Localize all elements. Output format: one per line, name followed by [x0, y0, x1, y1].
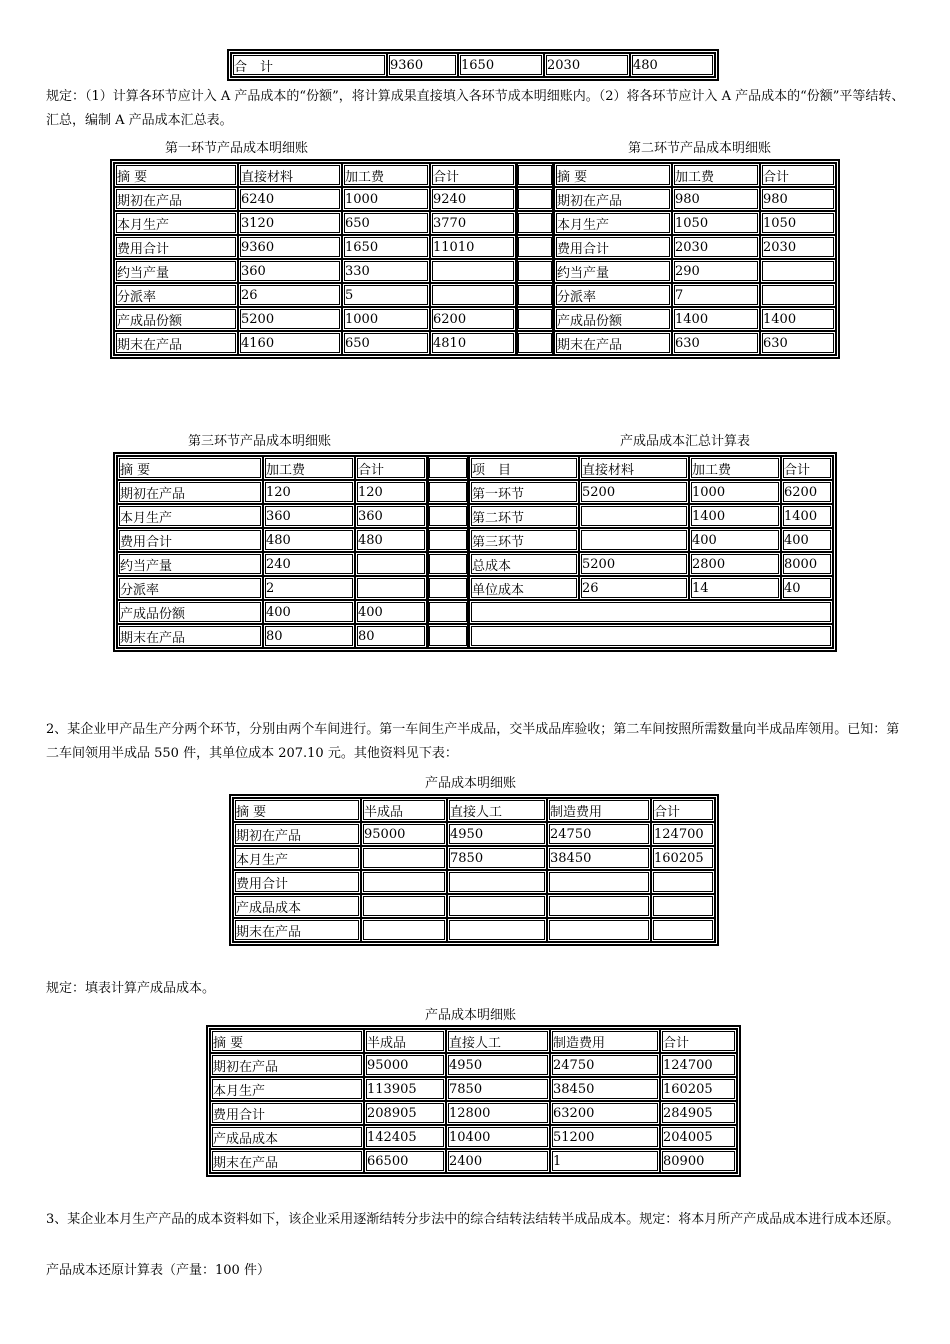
table-cell: 直接人工: [447, 798, 547, 822]
table-row: [117, 504, 833, 528]
caption-cost-ledger-blank: 产品成本明细账: [425, 776, 517, 791]
caption-summary-table: 产成品成本汇总计算表: [620, 434, 751, 449]
table-cell: 加工费: [672, 163, 760, 187]
table-cell: 产成品份额: [117, 600, 263, 624]
table-cell: 24750: [547, 822, 651, 846]
table-cell: 142405: [364, 1125, 446, 1149]
table-cell: 费用合计: [117, 528, 263, 552]
table-cell: 半成品: [361, 798, 447, 822]
table-cell: 产成品份额: [554, 307, 672, 331]
table-cell: 40: [781, 576, 833, 600]
table-cell: [447, 870, 547, 894]
caption-stage1-ledger: 第一环节产品成本明细账: [165, 141, 309, 156]
table-cell: 4160: [238, 331, 342, 355]
table-cell: 费用合计: [210, 1101, 364, 1125]
table-cell: [361, 894, 447, 918]
table-cell: 项 目: [469, 456, 579, 480]
table-cell: 66500: [364, 1149, 446, 1173]
caption-stage3-ledger: 第三环节产品成本明细账: [188, 434, 332, 449]
table-cell: 2030: [672, 235, 760, 259]
total-label: 合 计: [231, 53, 387, 77]
table-cell: [651, 870, 715, 894]
table-cell: 5200: [238, 307, 342, 331]
table-cell: [355, 552, 427, 576]
table-cell: 1400: [760, 307, 836, 331]
table-row: [210, 1029, 737, 1053]
table-row: [233, 822, 715, 846]
table-cell: 360: [238, 259, 342, 283]
table-cell: 6200: [781, 480, 833, 504]
table-cell: [447, 918, 547, 942]
table-cell: 9360: [387, 53, 458, 77]
table-row: [114, 163, 836, 187]
table-cell: [427, 480, 469, 504]
table-cell: 240: [263, 552, 355, 576]
table-row: [231, 53, 715, 77]
table-cell: 本月生产: [210, 1077, 364, 1101]
table-cell: 6200: [430, 307, 516, 331]
table-row: [210, 1101, 737, 1125]
table-cell: 160205: [660, 1077, 737, 1101]
table-cell: 980: [760, 187, 836, 211]
table-cell: 6240: [238, 187, 342, 211]
table-cell: 1000: [689, 480, 781, 504]
table-cell: 摘 要: [114, 163, 238, 187]
table-cell: 204005: [660, 1125, 737, 1149]
table-row: [233, 798, 715, 822]
table-cell: [430, 259, 516, 283]
table-row: [114, 331, 836, 355]
table-cell: 本月生产: [233, 846, 361, 870]
table-cell: 合计: [660, 1029, 737, 1053]
table-row: [117, 624, 833, 648]
table-cell: 1400: [672, 307, 760, 331]
table-cell: 1400: [781, 504, 833, 528]
table-cell: 2030: [544, 53, 630, 77]
table-cell: 费用合计: [554, 235, 672, 259]
table-cell: [651, 918, 715, 942]
table-cell: 1050: [760, 211, 836, 235]
problem2-paragraph: 2、某企业甲产品生产分两个环节，分别由两个车间进行。第一车间生产半成品，交半成品库验收；第二车间按照所需数量向半成品库领用。已知：第二车间领用半成品 550 件，其单位成本 207.10 元。其他资料见下表：: [46, 722, 900, 761]
table-cell: 期初在产品: [210, 1053, 364, 1077]
table-cell: 合计: [430, 163, 516, 187]
table-cell: 5200: [579, 552, 689, 576]
table-cell: 分派率: [554, 283, 672, 307]
table-cell: 124700: [660, 1053, 737, 1077]
table-cell: 1050: [672, 211, 760, 235]
table-cell: 7850: [447, 846, 547, 870]
table-cell: [427, 504, 469, 528]
table-cell: 400: [781, 528, 833, 552]
table-cell: 期初在产品: [233, 822, 361, 846]
table-cell: 摘 要: [210, 1029, 364, 1053]
table-cell: 7: [672, 283, 760, 307]
table-cell: 合计: [651, 798, 715, 822]
caption-cost-ledger-filled: 产品成本明细账: [425, 1008, 517, 1023]
caption-stage2-ledger: 第二环节产品成本明细账: [628, 141, 772, 156]
table-row: [210, 1053, 737, 1077]
table-cell: 63200: [550, 1101, 660, 1125]
table-cell: 38450: [550, 1077, 660, 1101]
table-cell: 290: [672, 259, 760, 283]
table-cell: [547, 894, 651, 918]
table-cell: 24750: [550, 1053, 660, 1077]
top-total-row-table: [228, 50, 718, 80]
table-cell: 5200: [579, 480, 689, 504]
table-cell: 80900: [660, 1149, 737, 1173]
table-cell: 制造费用: [550, 1029, 660, 1053]
table-cell: [469, 600, 833, 624]
table-cell: [447, 894, 547, 918]
table-cell: 直接材料: [579, 456, 689, 480]
table-cell: [547, 918, 651, 942]
table-cell: 本月生产: [114, 211, 238, 235]
table-cell: [355, 576, 427, 600]
table-cell: [361, 918, 447, 942]
table-cell: 2800: [689, 552, 781, 576]
table-cell: 480: [355, 528, 427, 552]
stage3-summary-table: [114, 453, 836, 651]
table-cell: 4950: [447, 822, 547, 846]
table-cell: [361, 870, 447, 894]
table-cell: [516, 331, 554, 355]
table-cell: 400: [355, 600, 427, 624]
table-cell: [516, 283, 554, 307]
cost-ledger-filled-table: [207, 1026, 740, 1176]
table-cell: 4950: [446, 1053, 550, 1077]
table-cell: 630: [672, 331, 760, 355]
table-cell: 产成品成本: [233, 894, 361, 918]
table-cell: 1650: [458, 53, 544, 77]
table-cell: 650: [342, 211, 430, 235]
table-cell: 3770: [430, 211, 516, 235]
restoration-table-title: 产品成本还原计算表（产量：100 件）: [46, 1263, 270, 1278]
table-cell: 加工费: [263, 456, 355, 480]
table-cell: 本月生产: [554, 211, 672, 235]
table-cell: [516, 259, 554, 283]
stage1-stage2-ledger-table: [111, 160, 839, 358]
table-cell: 产成品份额: [114, 307, 238, 331]
table-cell: 360: [355, 504, 427, 528]
table-cell: 10400: [446, 1125, 550, 1149]
table-cell: 95000: [364, 1053, 446, 1077]
table-cell: 284905: [660, 1101, 737, 1125]
table-row: [114, 283, 836, 307]
table-row: [114, 235, 836, 259]
table-cell: 160205: [651, 846, 715, 870]
table-cell: 124700: [651, 822, 715, 846]
table-cell: 半成品: [364, 1029, 446, 1053]
table-cell: 630: [760, 331, 836, 355]
table-cell: 加工费: [342, 163, 430, 187]
table-cell: [427, 624, 469, 648]
table-cell: 分派率: [117, 576, 263, 600]
table-cell: 合计: [760, 163, 836, 187]
table-cell: 摘 要: [554, 163, 672, 187]
table-row: [117, 528, 833, 552]
table-row: [114, 187, 836, 211]
requirement-paragraph-2: 规定：填表计算产成品成本。: [46, 981, 216, 996]
table-row: [233, 918, 715, 942]
table-cell: 约当产量: [114, 259, 238, 283]
table-cell: 费用合计: [114, 235, 238, 259]
table-cell: [516, 211, 554, 235]
table-cell: [361, 846, 447, 870]
table-cell: 约当产量: [117, 552, 263, 576]
table-cell: 8000: [781, 552, 833, 576]
table-cell: [469, 624, 833, 648]
table-row: [117, 600, 833, 624]
table-cell: 400: [689, 528, 781, 552]
table-cell: 摘 要: [233, 798, 361, 822]
table-row: [117, 456, 833, 480]
table-cell: [430, 283, 516, 307]
table-row: [210, 1077, 737, 1101]
table-cell: 期初在产品: [114, 187, 238, 211]
table-cell: 1400: [689, 504, 781, 528]
table-cell: 本月生产: [117, 504, 263, 528]
table-cell: 3120: [238, 211, 342, 235]
table-cell: 95000: [361, 822, 447, 846]
table-cell: 合计: [355, 456, 427, 480]
table-row: [117, 552, 833, 576]
requirement-paragraph-1: 规定：（1）计算各环节应计入 A 产品成本的“份额”，将计算成果直接填入各环节成本明细账内。（2）将各环节应计入 A 产品成本的“份额”平等结转、汇总，编制 A 产品成本汇总表。: [46, 89, 905, 128]
table-cell: 费用合计: [233, 870, 361, 894]
table-cell: [760, 259, 836, 283]
table-cell: [516, 163, 554, 187]
table-cell: 第三环节: [469, 528, 579, 552]
table-cell: 1000: [342, 307, 430, 331]
table-cell: [579, 504, 689, 528]
table-cell: 480: [630, 53, 715, 77]
table-cell: 期末在产品: [233, 918, 361, 942]
table-cell: 1000: [342, 187, 430, 211]
table-cell: 2400: [446, 1149, 550, 1173]
table-cell: 分派率: [114, 283, 238, 307]
table-cell: [516, 187, 554, 211]
table-row: [210, 1125, 737, 1149]
table-cell: 120: [355, 480, 427, 504]
table-row: [210, 1149, 737, 1173]
table-cell: 7850: [446, 1077, 550, 1101]
table-cell: 2: [263, 576, 355, 600]
table-row: [114, 259, 836, 283]
table-cell: 26: [579, 576, 689, 600]
table-cell: 400: [263, 600, 355, 624]
table-cell: 第二环节: [469, 504, 579, 528]
table-cell: 26: [238, 283, 342, 307]
table-cell: 51200: [550, 1125, 660, 1149]
table-row: [117, 480, 833, 504]
table-cell: [427, 600, 469, 624]
table-row: [114, 307, 836, 331]
table-cell: [516, 235, 554, 259]
table-cell: [547, 870, 651, 894]
table-cell: 制造费用: [547, 798, 651, 822]
table-row: [233, 894, 715, 918]
table-cell: 期末在产品: [210, 1149, 364, 1173]
table-cell: 期末在产品: [114, 331, 238, 355]
table-cell: [427, 552, 469, 576]
table-row: [117, 576, 833, 600]
table-cell: 330: [342, 259, 430, 283]
table-cell: 第一环节: [469, 480, 579, 504]
table-cell: 直接人工: [446, 1029, 550, 1053]
table-cell: [760, 283, 836, 307]
table-cell: 80: [263, 624, 355, 648]
table-cell: 加工费: [689, 456, 781, 480]
table-cell: 1650: [342, 235, 430, 259]
table-cell: 单位成本: [469, 576, 579, 600]
table-cell: 期末在产品: [117, 624, 263, 648]
table-cell: [651, 894, 715, 918]
table-cell: 5: [342, 283, 430, 307]
table-cell: 总成本: [469, 552, 579, 576]
table-cell: 480: [263, 528, 355, 552]
cost-ledger-blank-table: [230, 795, 718, 945]
table-cell: 产成品成本: [210, 1125, 364, 1149]
table-cell: 650: [342, 331, 430, 355]
table-cell: 9240: [430, 187, 516, 211]
table-cell: 1: [550, 1149, 660, 1173]
table-cell: 80: [355, 624, 427, 648]
table-cell: 14: [689, 576, 781, 600]
table-cell: [427, 456, 469, 480]
table-cell: 120: [263, 480, 355, 504]
table-cell: 11010: [430, 235, 516, 259]
table-cell: 期初在产品: [554, 187, 672, 211]
table-cell: 4810: [430, 331, 516, 355]
table-cell: 9360: [238, 235, 342, 259]
table-cell: [427, 528, 469, 552]
table-cell: 直接材料: [238, 163, 342, 187]
table-cell: 期初在产品: [117, 480, 263, 504]
table-cell: 期末在产品: [554, 331, 672, 355]
table-cell: 摘 要: [117, 456, 263, 480]
table-row: [233, 870, 715, 894]
table-cell: 12800: [446, 1101, 550, 1125]
table-cell: 38450: [547, 846, 651, 870]
table-cell: 合计: [781, 456, 833, 480]
table-cell: 360: [263, 504, 355, 528]
table-row: [233, 846, 715, 870]
table-cell: [516, 307, 554, 331]
table-cell: 约当产量: [554, 259, 672, 283]
table-cell: 208905: [364, 1101, 446, 1125]
table-cell: 113905: [364, 1077, 446, 1101]
problem3-paragraph: 3、某企业本月生产产品的成本资料如下，该企业采用逐渐结转分步法中的综合结转法结转半成品成本。规定：将本月所产产成品成本进行成本还原。: [46, 1212, 900, 1227]
table-cell: 2030: [760, 235, 836, 259]
table-cell: 980: [672, 187, 760, 211]
table-cell: [579, 528, 689, 552]
table-cell: [427, 576, 469, 600]
table-row: [114, 211, 836, 235]
